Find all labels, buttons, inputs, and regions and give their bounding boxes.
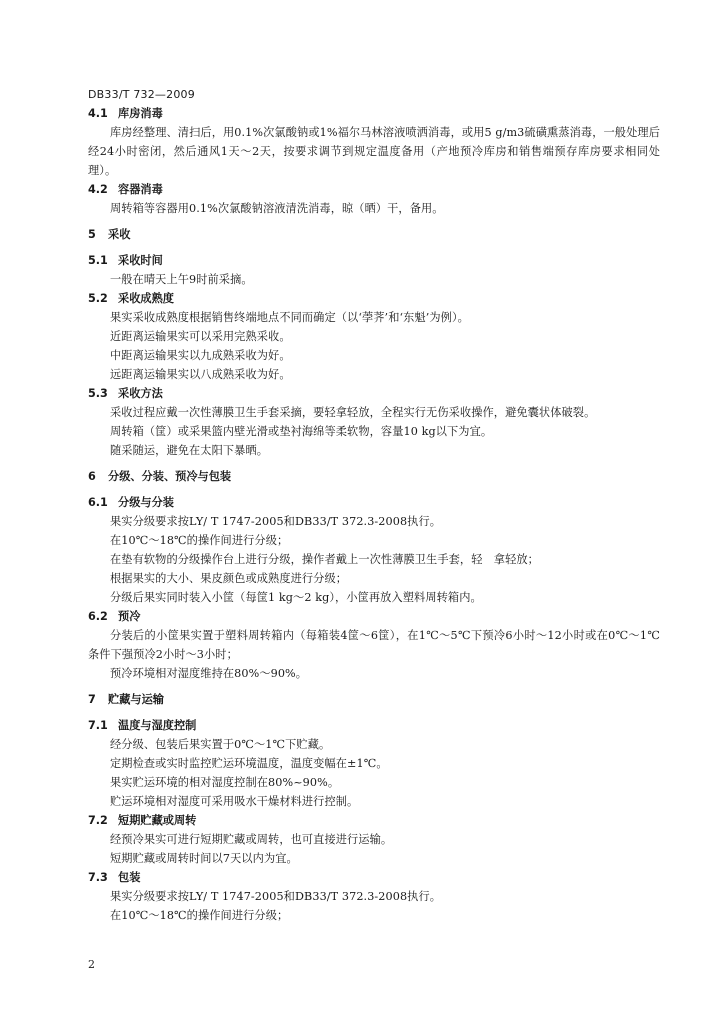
heading-number: 4.1	[88, 107, 108, 120]
heading-number: 5.2	[88, 292, 108, 305]
paragraph: 短期贮藏或周转时间以7天以内为宜。	[110, 852, 298, 865]
heading-number: 5	[88, 228, 96, 241]
heading-text: 采收成熟度	[118, 292, 174, 305]
paragraph: 随采随运，避免在太阳下暴晒。	[110, 444, 269, 457]
heading-text: 预冷	[118, 610, 141, 623]
heading-number: 6.2	[88, 610, 108, 623]
heading-number: 7.1	[88, 719, 108, 732]
subsection-heading	[88, 607, 660, 626]
paragraph: 果实分级要求按LY/ T 1747-2005和DB33/T 372.3-2008执行。	[110, 515, 442, 528]
heading-number: 7	[88, 693, 96, 706]
paragraph: 在10℃～18℃的操作间进行分级；	[110, 909, 289, 922]
section-heading	[88, 225, 660, 244]
section-heading	[88, 467, 660, 486]
subsection-heading	[88, 180, 660, 199]
paragraph: 果实贮运环境的相对湿度控制在80%~90%。	[110, 776, 340, 789]
document-body	[88, 104, 660, 925]
subsection-heading	[88, 384, 660, 403]
paragraph: 定期检查或实时监控贮运环境温度，温度变幅在±1℃。	[110, 757, 388, 770]
paragraph: 经分级、包装后果实置于0℃～1℃下贮藏。	[110, 738, 331, 751]
paragraph: 采收过程应戴一次性薄膜卫生手套采摘，要轻拿轻放，全程实行无伤采收操作，避免囊状体破裂。	[110, 406, 596, 419]
heading-text: 库房消毒	[118, 107, 163, 120]
page-number: 2	[88, 958, 95, 971]
paragraph: 在10℃～18℃的操作间进行分级；	[110, 534, 289, 547]
paragraph: 分级后果实同时装入小筐（每筐1 kg～2 kg），小筐再放入塑料周转箱内。	[110, 591, 482, 604]
heading-text: 采收	[108, 228, 131, 241]
paragraph: 贮运环境相对湿度可采用吸水干燥材料进行控制。	[110, 795, 359, 808]
heading-number: 5.1	[88, 254, 108, 267]
paragraph: 周转箱（筐）或采果篮内壁光滑或垫衬海绵等柔软物，容量10 kg以下为宜。	[110, 425, 493, 438]
paragraph: 经预冷果实可进行短期贮藏或周转，也可直接进行运输。	[110, 833, 393, 846]
subsection-heading	[88, 868, 660, 887]
heading-number: 5.3	[88, 387, 108, 400]
heading-number: 7.3	[88, 871, 108, 884]
paragraph: 根据果实的大小、果皮颜色或成熟度进行分级；	[110, 572, 348, 585]
paragraph: 在垫有软物的分级操作台上进行分级，操作者戴上一次性薄膜卫生手套，轻 拿轻放；	[110, 553, 539, 566]
heading-text: 采收时间	[118, 254, 163, 267]
paragraph: 一般在晴天上午9时前采摘。	[110, 273, 253, 286]
heading-number: 4.2	[88, 183, 108, 196]
subsection-heading	[88, 811, 660, 830]
heading-text: 容器消毒	[118, 183, 163, 196]
heading-number: 7.2	[88, 814, 108, 827]
subsection-heading	[88, 251, 660, 270]
paragraph: 果实采收成熟度根据销售终端地点不同而确定（以‘荸荠’和‘东魁’为例）。	[110, 311, 469, 324]
paragraph: 近距离运输果实可以采用完熟采收。	[110, 330, 291, 343]
paragraph: 库房经整理、清扫后，用0.1%次氯酸钠或1%福尔马林溶液喷洒消毒，或用5 g/m3硫磺熏蒸消毒，一般处理后经24小时密闭，然后通风1天～2天，按要求调节到规定温度备用（产地预冷库房和销售端预存库房要求相同处理）。	[88, 126, 660, 177]
heading-text: 采收方法	[118, 387, 163, 400]
heading-number: 6.1	[88, 496, 108, 509]
section-heading	[88, 690, 660, 709]
subsection-heading	[88, 104, 660, 123]
paragraph: 预冷环境相对湿度维持在80%～90%。	[110, 667, 308, 680]
paragraph: 果实分级要求按LY/ T 1747-2005和DB33/T 372.3-2008执行。	[110, 890, 442, 903]
subsection-heading	[88, 289, 660, 308]
heading-text: 短期贮藏或周转	[118, 814, 197, 827]
paragraph: 中距离运输果实以九成熟采收为好。	[110, 349, 291, 362]
paragraph: 周转箱等容器用0.1%次氯酸钠溶液清洗消毒，晾（晒）干，备用。	[110, 202, 444, 215]
heading-text: 分级、分装、预冷与包装	[108, 470, 232, 483]
paragraph: 远距离运输果实以八成熟采收为好。	[110, 368, 291, 381]
subsection-heading	[88, 716, 660, 735]
paragraph: 分装后的小筐果实置于塑料周转箱内（每箱装4筐～6筐），在1℃～5℃下预冷6小时～12小时或在0℃～1℃条件下强预冷2小时～3小时；	[88, 629, 660, 661]
subsection-heading	[88, 493, 660, 512]
heading-text: 贮藏与运输	[108, 693, 164, 706]
heading-text: 包装	[118, 871, 141, 884]
heading-text: 分级与分装	[118, 496, 174, 509]
heading-number: 6	[88, 470, 96, 483]
standard-code: DB33/T 732—2009	[88, 88, 195, 101]
heading-text: 温度与湿度控制	[118, 719, 197, 732]
